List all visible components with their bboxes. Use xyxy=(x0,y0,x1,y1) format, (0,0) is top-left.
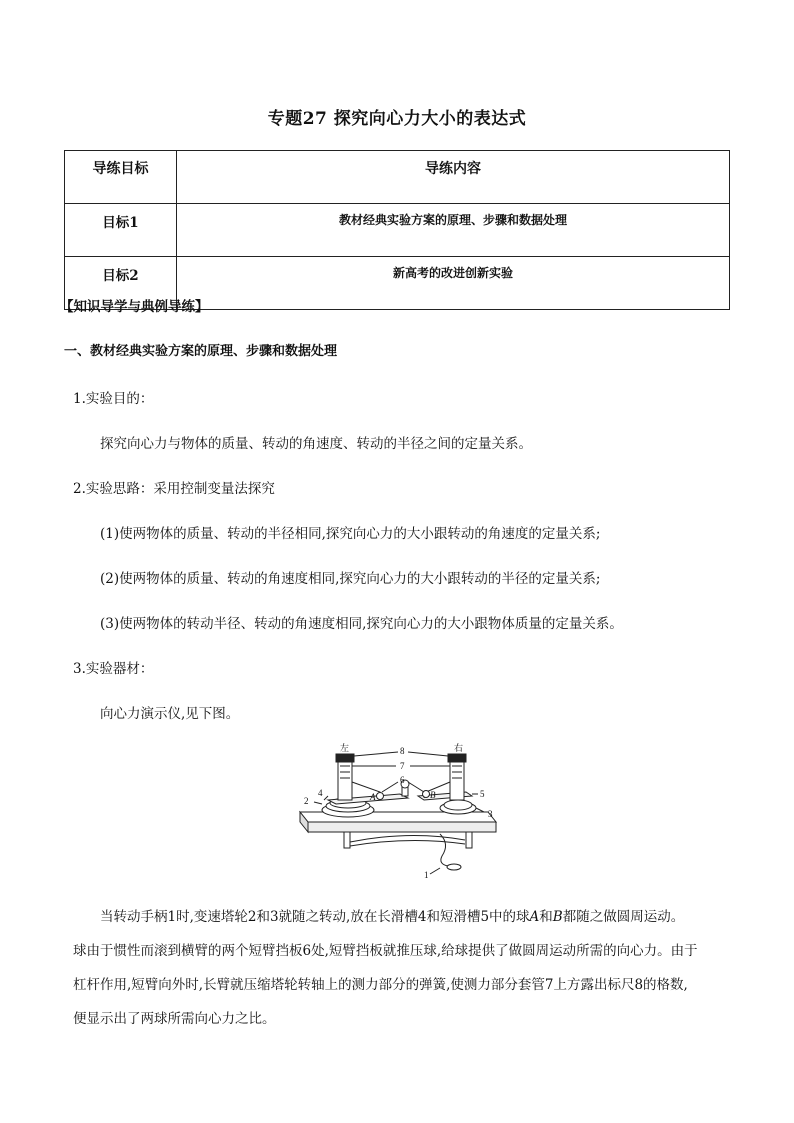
figure-label: 7 xyxy=(400,761,405,771)
item2-point: (2)使两物体的质量、转动的角速度相同,探究向心力的大小跟转动的半径的定量关系; xyxy=(100,571,601,587)
table-cell: 教材经典实验方案的原理、步骤和数据处理 xyxy=(177,204,730,257)
table-cell: 目标2 xyxy=(65,257,177,310)
table-cell: 新高考的改进创新实验 xyxy=(177,257,730,310)
figure-label: 4 xyxy=(318,788,323,798)
section-header: 【知识导学与典例导练】 xyxy=(60,299,209,315)
figure-label: 8 xyxy=(400,746,405,756)
item1-title: 1.实验目的： xyxy=(73,391,154,407)
text-run: B xyxy=(552,909,563,925)
section1-title: 一、教材经典实验方案的原理、步骤和数据处理 xyxy=(64,344,338,359)
description-line: 杠杆作用,短臂向外时,长臂就压缩塔轮转轴上的测力部分的弹簧,使测力部分套管7上方露出标尺8的格数, xyxy=(73,977,688,993)
figure-label: 右 xyxy=(454,743,464,753)
figure-label: 1 xyxy=(424,870,429,880)
table-header-row xyxy=(65,151,730,204)
figure-label: 2 xyxy=(304,796,309,806)
centripetal-force-apparatus-figure xyxy=(290,742,506,882)
table-row xyxy=(65,204,730,257)
item2-point: (3)使两物体的转动半径、转动的角速度相同,探究向心力的大小跟物体质量的定量关系。 xyxy=(100,616,623,632)
description-paragraph xyxy=(73,900,729,1036)
figure-label: 6 xyxy=(400,775,405,785)
text-run: 和 xyxy=(539,909,553,925)
table-header-cell: 导练内容 xyxy=(177,151,730,204)
table-header-cell: 导练目标 xyxy=(65,151,177,204)
figure-label: 5 xyxy=(480,789,485,799)
figure-label: B xyxy=(430,790,436,800)
item3-text: 向心力演示仪,见下图。 xyxy=(100,706,240,722)
item3-title: 3.实验器材： xyxy=(73,661,154,677)
text-run: A xyxy=(529,909,540,925)
description-line: 球由于惯性而滚到横臂的两个短臂挡板6处,短臂挡板就推压球,给球提供了做圆周运动所需的向心力。由于 xyxy=(73,943,698,959)
page-title: 专题27 探究向心力大小的表达式 xyxy=(267,109,527,129)
figure-label: 左 xyxy=(340,743,350,753)
figure-label: A xyxy=(370,792,376,802)
item1-text: 探究向心力与物体的质量、转动的角速度、转动的半径之间的定量关系。 xyxy=(100,436,532,452)
text-run: 当转动手柄1时,变速塔轮2和3就随之转动,放在长滑槽4和短滑槽5中的球 xyxy=(100,909,530,925)
description-line: 便显示出了两球所需向心力之比。 xyxy=(73,1011,276,1027)
item2-title: 2.实验思路：采用控制变量法探究 xyxy=(73,481,275,497)
item2-point: (1)使两物体的质量、转动的半径相同,探究向心力的大小跟转动的角速度的定量关系; xyxy=(100,526,601,542)
figure-label: 3 xyxy=(488,809,493,819)
goals-table xyxy=(64,150,730,310)
text-run: 都随之做圆周运动。 xyxy=(562,909,685,925)
description-line xyxy=(73,900,729,934)
table-cell: 目标1 xyxy=(65,204,177,257)
